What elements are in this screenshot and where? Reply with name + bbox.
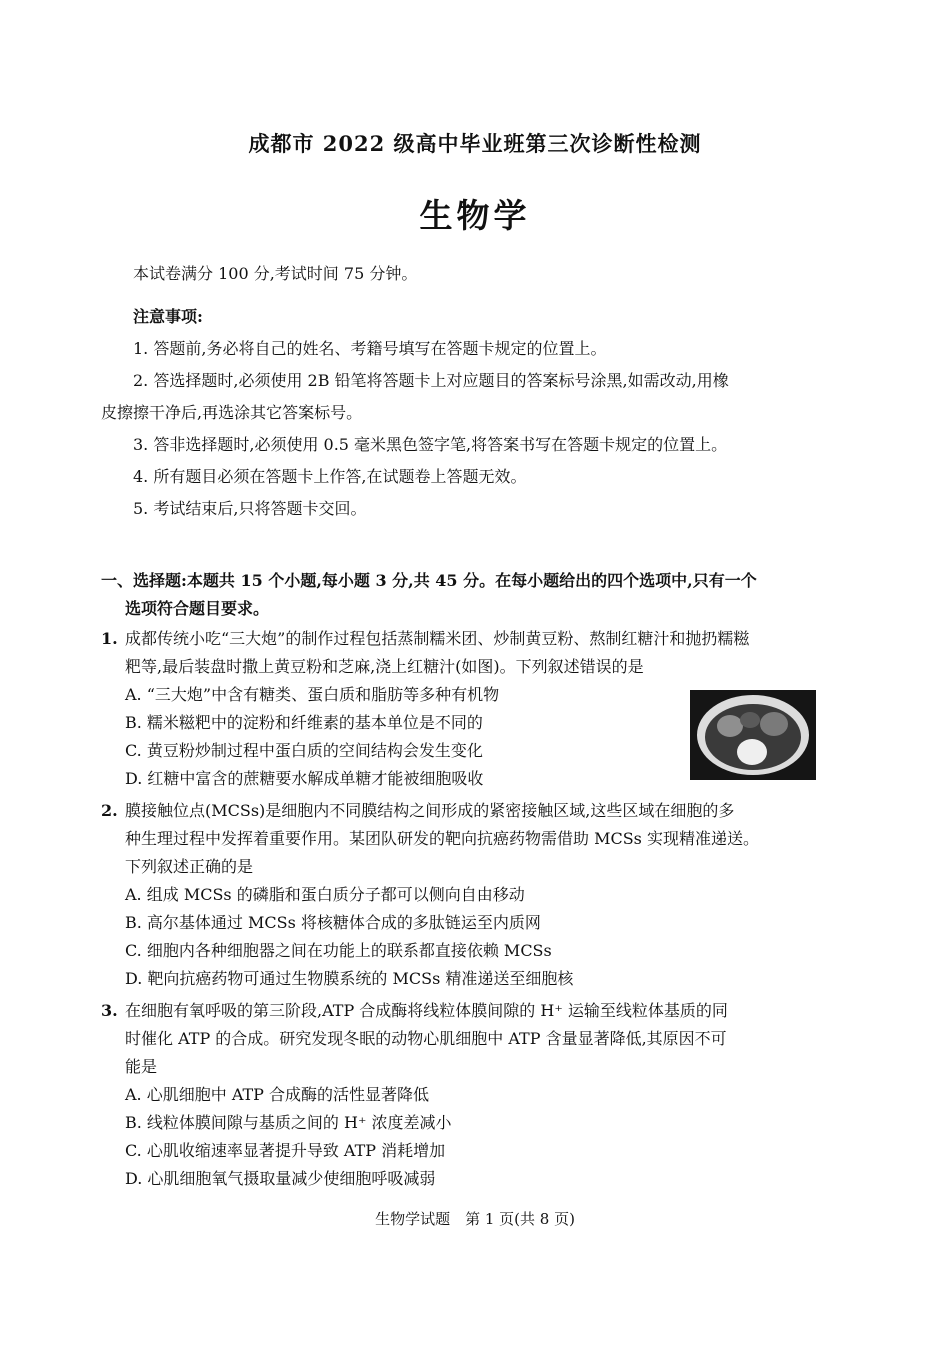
- question-option: B. 线粒体膜间隙与基质之间的 H⁺ 浓度差减小: [125, 1113, 452, 1132]
- question-number: 2.: [101, 801, 118, 820]
- question-option: A. “三大炮”中含有糖类、蛋白质和脂肪等多种有机物: [125, 685, 500, 704]
- question-option: C. 心肌收缩速率显著提升导致 ATP 消耗增加: [125, 1141, 446, 1160]
- question-stem: 成都传统小吃“三大炮”的制作过程包括蒸制糯米团、炒制黄豆粉、熬制红糖汁和抛扔糯糍: [125, 629, 750, 648]
- question-option: B. 糯米糍粑中的淀粉和纤维素的基本单位是不同的: [125, 713, 483, 732]
- question-number: 1.: [101, 629, 118, 648]
- intro-text: 本试卷满分 100 分,考试时间 75 分钟。: [133, 264, 418, 283]
- question-stem: 能是: [125, 1057, 158, 1076]
- question-stem: 时催化 ATP 的合成。研究发现冬眠的动物心肌细胞中 ATP 含量显著降低,其原因不可: [125, 1029, 727, 1048]
- notes-heading: 注意事项:: [133, 307, 203, 326]
- section-heading: 一、选择题:本题共 15 个小题,每小题 3 分,共 45 分。在每小题给出的四个选项中,只有一个: [101, 571, 757, 590]
- question-option: D. 心肌细胞氧气摄取量减少使细胞呼吸减弱: [125, 1169, 436, 1188]
- question-option: A. 心肌细胞中 ATP 合成酶的活性显著降低: [125, 1085, 430, 1104]
- question-option: C. 细胞内各种细胞器之间在功能上的联系都直接依赖 MCSs: [125, 941, 552, 960]
- question-option: B. 高尔基体通过 MCSs 将核糖体合成的多肽链运至内质网: [125, 913, 541, 932]
- question-stem: 下列叙述正确的是: [125, 857, 254, 876]
- exam-title: 成都市 2022 级高中毕业班第三次诊断性检测: [248, 131, 702, 156]
- question-option: D. 红糖中富含的蔗糖要水解成单糖才能被细胞吸收: [125, 769, 484, 788]
- note-item: 4. 所有题目必须在答题卡上作答,在试题卷上答题无效。: [133, 467, 527, 486]
- dish-image-icon: [690, 690, 816, 780]
- question-stem: 种生理过程中发挥着重要作用。某团队研发的靶向抗癌药物需借助 MCSs 实现精准递送。: [125, 829, 759, 848]
- note-item: 2. 答选择题时,必须使用 2B 铅笔将答题卡上对应题目的答案标号涂黑,如需改动,用橡: [133, 371, 729, 390]
- question-stem: 在细胞有氧呼吸的第三阶段,ATP 合成酶将线粒体膜间隙的 H⁺ 运输至线粒体基质的同: [125, 1001, 728, 1020]
- question-option: A. 组成 MCSs 的磷脂和蛋白质分子都可以侧向自由移动: [125, 885, 525, 904]
- sandapao-dish-photo: [690, 690, 816, 780]
- note-item: 1. 答题前,务必将自己的姓名、考籍号填写在答题卡规定的位置上。: [133, 339, 607, 358]
- note-item: 5. 考试结束后,只将答题卡交回。: [133, 499, 367, 518]
- question-number: 3.: [101, 1001, 118, 1020]
- subject-title: 生物学: [419, 196, 531, 235]
- question-stem: 粑等,最后装盘时撒上黄豆粉和芝麻,浇上红糖汁(如图)。下列叙述错误的是: [125, 657, 644, 676]
- note-item: 皮擦擦干净后,再选涂其它答案标号。: [101, 403, 363, 422]
- section-heading-cont: 选项符合题目要求。: [125, 599, 270, 618]
- page-footer: 生物学试题 第 1 页(共 8 页): [375, 1210, 575, 1228]
- note-item: 3. 答非选择题时,必须使用 0.5 毫米黑色签字笔,将答案书写在答题卡规定的位置上。: [133, 435, 728, 454]
- question-stem: 膜接触位点(MCSs)是细胞内不同膜结构之间形成的紧密接触区域,这些区域在细胞的多: [125, 801, 735, 820]
- question-option: D. 靶向抗癌药物可通过生物膜系统的 MCSs 精准递送至细胞核: [125, 969, 574, 988]
- question-option: C. 黄豆粉炒制过程中蛋白质的空间结构会发生变化: [125, 741, 483, 760]
